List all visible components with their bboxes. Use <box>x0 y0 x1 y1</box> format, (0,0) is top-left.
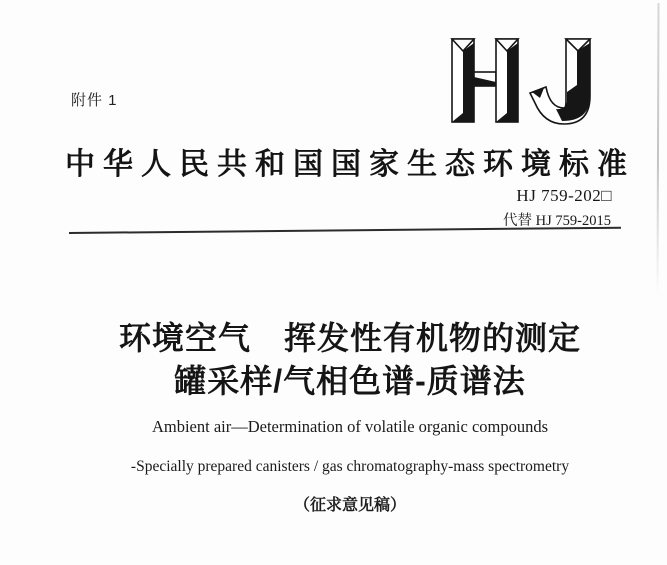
doc-title-cn-line2: 罐采样/气相色谱-质谱法 <box>174 363 526 399</box>
draft-status-note: （征求意见稿） <box>293 497 406 514</box>
standard-number: HJ 759-202□ <box>516 186 612 205</box>
doc-title-en-line2: -Specially prepared canisters / gas chromatography-mass spectrometry <box>130 458 570 475</box>
series-title: 中华人民共和国国家生态环境标准 <box>65 148 635 181</box>
title-divider <box>69 227 621 234</box>
doc-title-cn-line1: 环境空气 挥发性有机物的测定 <box>118 320 581 356</box>
replaces-note: 代替 HJ 759-2015 <box>503 213 611 229</box>
attachment-label: 附件 1 <box>71 92 118 109</box>
hj-logo-icon <box>450 30 595 130</box>
doc-title-en-line1: Ambient air—Determination of volatile organic compounds <box>151 417 549 436</box>
